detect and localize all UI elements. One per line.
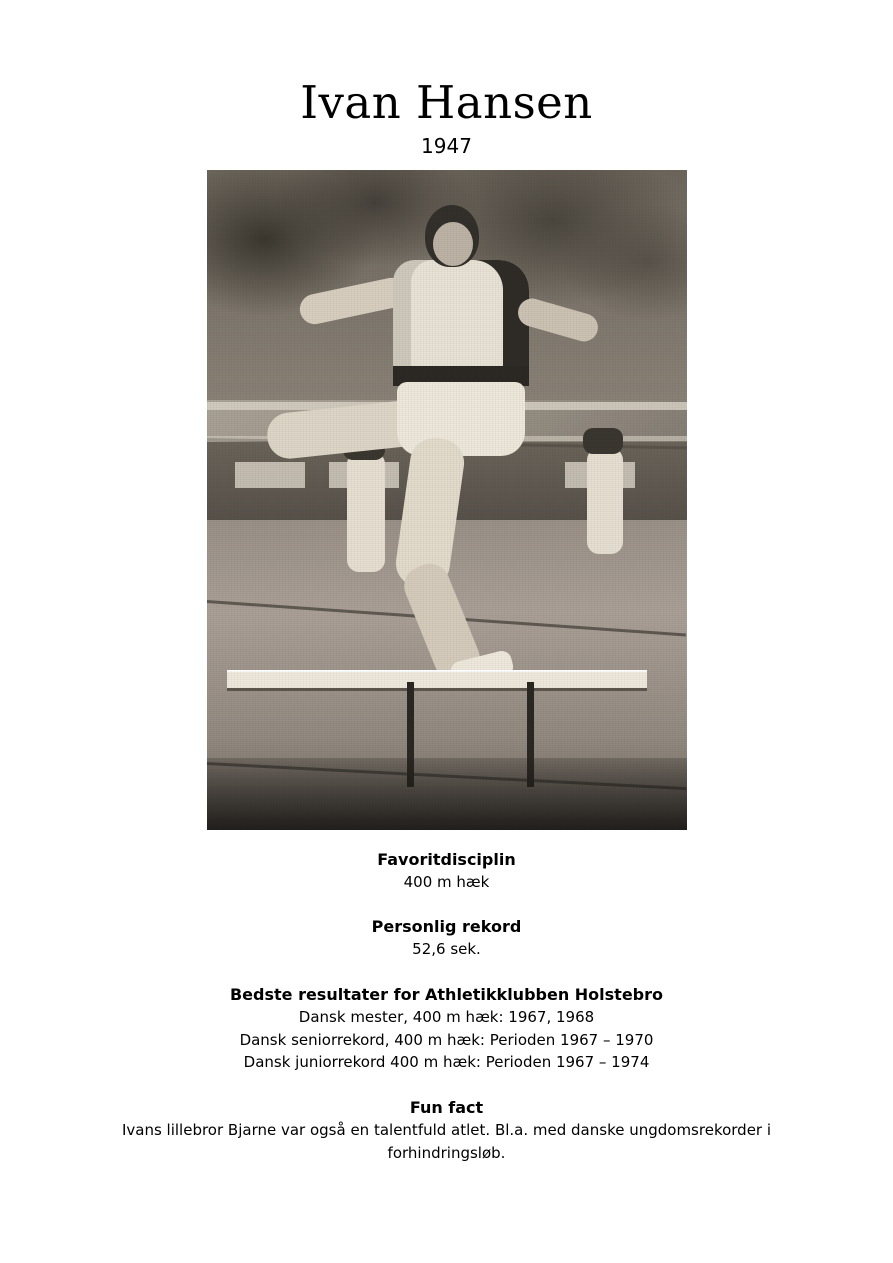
section-line: 400 m hæk — [403, 872, 490, 891]
section-heading: Favoritdisciplin — [377, 849, 516, 869]
section-line: Dansk juniorrekord 400 m hæk: Perioden 1967 – 1974 — [243, 1053, 650, 1072]
section-fun-fact — [62, 1096, 831, 1166]
section-favourite-discipline — [62, 848, 831, 894]
subtitle-year: 1947 — [421, 133, 472, 158]
section-heading: Personlig rekord — [371, 917, 522, 937]
section-best-results — [62, 983, 831, 1074]
photo-grain-overlay — [207, 170, 687, 830]
page-title: Ivan Hansen — [300, 76, 593, 129]
section-heading: Bedste resultater for Athletikklubben Holstebro — [229, 984, 664, 1004]
athlete-photo — [207, 170, 687, 830]
section-line: Ivans lillebror Bjarne var også en talentfuld atlet. Bl.a. med danske ungdomsrekorder i forhindringsløb. — [121, 1120, 772, 1162]
section-line: Dansk mester, 400 m hæk: 1967, 1968 — [298, 1008, 595, 1027]
section-heading: Fun fact — [409, 1097, 484, 1117]
section-line: 52,6 sek. — [412, 940, 481, 959]
section-personal-record — [62, 915, 831, 961]
section-line: Dansk seniorrekord, 400 m hæk: Perioden 1967 – 1970 — [239, 1030, 654, 1049]
